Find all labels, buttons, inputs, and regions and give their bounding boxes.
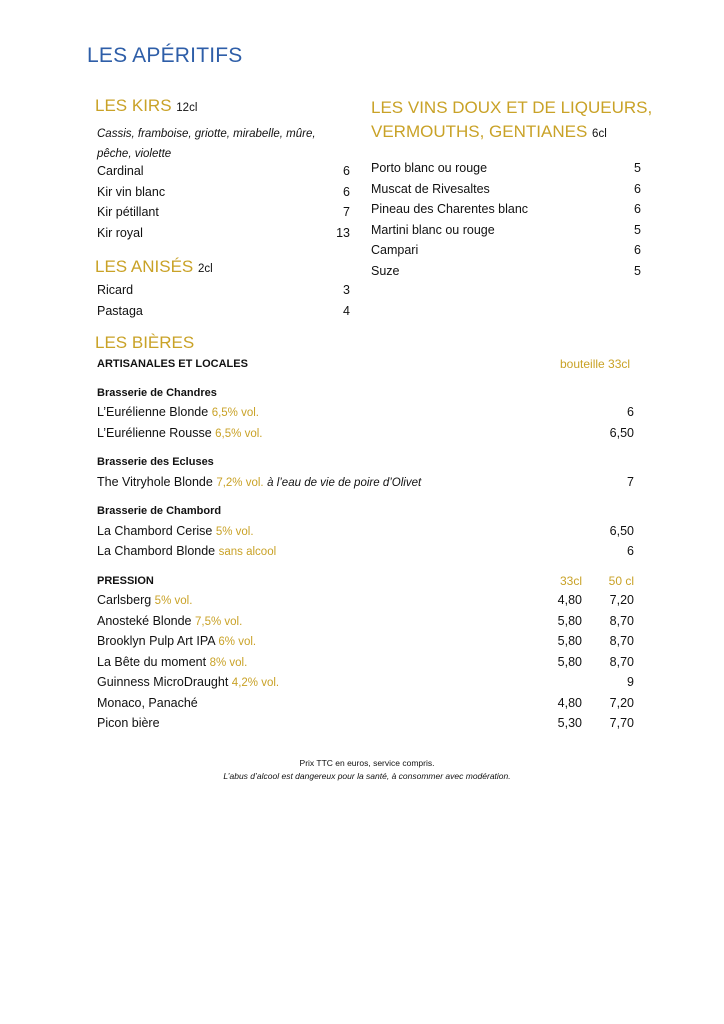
col-50cl-header: 50 cl (608, 574, 634, 588)
price-50cl: 7,20 (609, 593, 634, 607)
price-50cl: 7,20 (609, 695, 634, 710)
table-row: Monaco, Panaché 4,80 7,20 (97, 695, 634, 710)
table-row: L’Eurélienne Blonde 6,5% vol. 6 (97, 405, 634, 419)
list-item: Martini blanc ou rouge 5 (371, 222, 641, 237)
list-item: Kir royal 13 (97, 225, 350, 240)
list-item: Kir vin blanc 6 (97, 184, 350, 199)
footer-prices-note: Prix TTC en euros, service compris. (299, 758, 435, 768)
list-item: Porto blanc ou rouge 5 (371, 161, 641, 175)
col-33cl-header: 33cl (559, 574, 582, 588)
price-33cl: 5,80 (557, 654, 582, 669)
table-row: Picon bière 5,30 7,70 (97, 716, 634, 730)
table-row: La Bête du moment 8% vol. 5,80 8,70 (97, 654, 634, 669)
section-title-bieres: LES BIÈRES (95, 333, 195, 352)
table-row: La Chambord Blonde sans alcool 6 (97, 544, 634, 558)
brewery-name: Brasserie de Chambord (97, 505, 222, 517)
list-item: Muscat de Rivesaltes 6 (371, 181, 641, 196)
table-row: Anosteké Blonde 7,5% vol. 5,80 8,70 (97, 613, 634, 628)
section-title-kirs (95, 96, 197, 116)
price-33cl: 5,80 (557, 613, 582, 628)
brewery-name: Brasserie de Chandres (97, 387, 217, 399)
price-50cl: 8,70 (609, 654, 634, 669)
vins-title-line1: LES VINS DOUX ET DE LIQUEURS, (371, 98, 653, 117)
price-50cl: 8,70 (609, 634, 634, 648)
section-title-anises (95, 257, 213, 277)
kirs-title: LES KIRS (95, 96, 172, 115)
list-item: Pastaga 4 (97, 303, 350, 318)
price-50cl: 7,70 (609, 716, 634, 730)
list-item: Cardinal 6 (97, 164, 350, 178)
vins-title-line2: VERMOUTHS, GENTIANES (371, 122, 588, 141)
table-row: The Vitryhole Blonde 7,2% vol. à l’eau de vie de poire d’Olivet 7 (97, 475, 634, 489)
anises-size: 2cl (198, 263, 213, 275)
vins-size: 6cl (592, 128, 607, 140)
table-row: Guinness MicroDraught 4,2% vol. 9 (97, 675, 634, 689)
table-row: Brooklyn Pulp Art IPA 6% vol. 5,80 8,70 (97, 634, 634, 648)
pression-heading: PRESSION (97, 575, 154, 587)
price-33cl: 5,80 (557, 634, 582, 648)
kirs-size: 12cl (176, 102, 198, 114)
footer (0, 757, 724, 783)
anises-title: LES ANISÉS (95, 257, 194, 276)
table-row: La Chambord Cerise 5% vol. 6,50 (97, 524, 634, 538)
list-item: Kir pétillant 7 (97, 205, 350, 219)
brewery-name: Brasserie des Ecluses (97, 456, 214, 468)
price-33cl: 4,80 (557, 695, 582, 710)
bottle-size-label: bouteille 33cl (560, 357, 631, 371)
section-title-vins (371, 96, 652, 146)
kirs-flavours-note: Cassis, framboise, griotte, mirabelle, mûre, pêche, violette (97, 128, 316, 160)
list-item: Campari 6 (371, 243, 641, 257)
page-title: LES APÉRITIFS (87, 44, 243, 67)
price-33cl: 5,30 (557, 716, 582, 730)
list-item: Ricard 3 (97, 283, 350, 297)
price-50cl: 9 (627, 675, 634, 689)
footer-alcohol-warning: L’abus d’alcool est dangereux pour la santé, à consommer avec modération. (223, 771, 511, 781)
table-row: L’Eurélienne Rousse 6,5% vol. 6,50 (97, 426, 634, 440)
table-row: Carlsberg 5% vol. 4,80 7,20 (97, 593, 634, 607)
price-33cl: 4,80 (557, 593, 582, 607)
price-50cl: 8,70 (609, 613, 634, 628)
list-item: Pineau des Charentes blanc 6 (371, 202, 641, 216)
list-item: Suze 5 (371, 263, 641, 278)
bieres-subtitle: ARTISANALES ET LOCALES (97, 358, 248, 370)
